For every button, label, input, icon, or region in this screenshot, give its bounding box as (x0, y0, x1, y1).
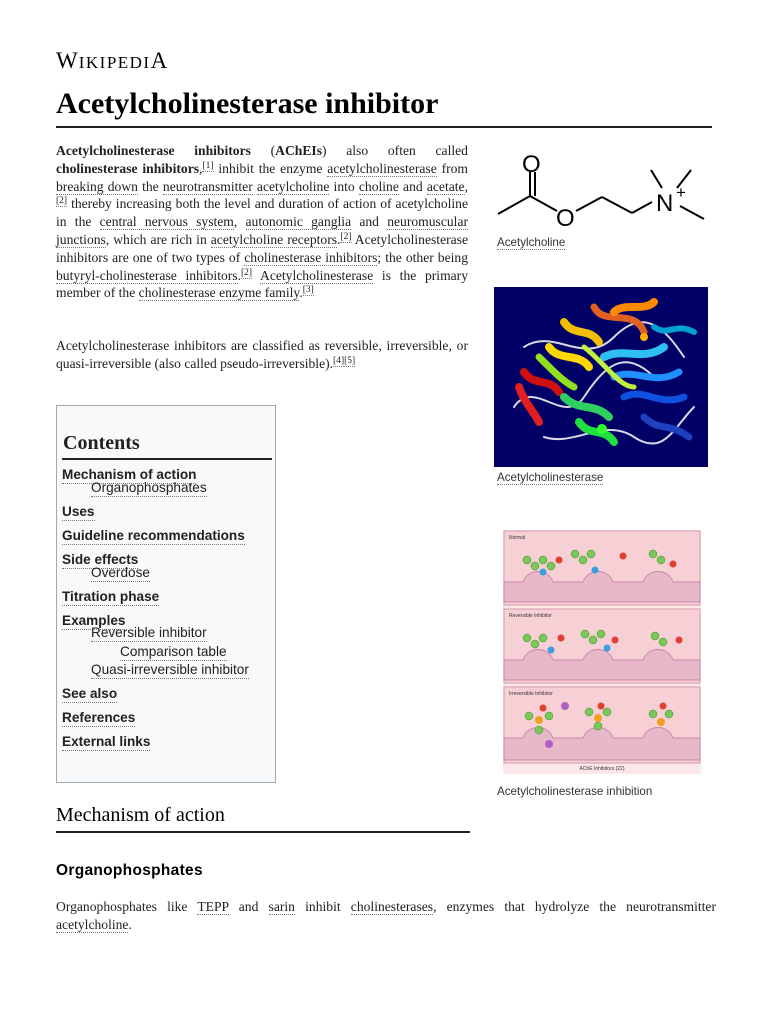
text-run: from (436, 160, 468, 176)
toc-item[interactable]: Mechanism of action (62, 467, 197, 482)
toc-item[interactable]: Examples (62, 612, 126, 628)
section-heading: Mechanism of action (56, 804, 225, 826)
text-run: and (398, 178, 427, 194)
inline-link[interactable]: butyryl-cholinesterase inhibitors (56, 267, 238, 283)
section-paragraph (56, 898, 716, 934)
toc-item[interactable]: External links (62, 734, 151, 749)
toc-item[interactable]: See also (62, 686, 118, 701)
inline-link[interactable]: acetate (426, 178, 465, 194)
inline-link[interactable]: cholinesterase inhibitors (244, 249, 378, 265)
inline-link[interactable]: choline (358, 178, 399, 194)
toc-item[interactable]: Overdose (91, 564, 150, 580)
protein-ribbon-illustration (494, 287, 708, 467)
logo-last: A (150, 48, 169, 73)
bold-term: AChEIs (275, 143, 322, 158)
toc-title: Contents (63, 432, 140, 454)
toc-item[interactable]: Side effects (62, 551, 139, 567)
panel-title-irreversible: Irreversible Inhibitor (509, 691, 553, 697)
panel-title-reversible: Reversible Inhibitor (509, 613, 552, 619)
subsection-heading: Organophosphates (56, 862, 203, 879)
text-run: , enzymes that hydrolyze the neurotransmitter (433, 899, 716, 914)
text-run: inhibit the enzyme (213, 160, 328, 176)
toc-item[interactable]: Titration phase (62, 588, 160, 604)
text-run: into (329, 178, 359, 194)
section-divider (56, 831, 470, 833)
text-run: Organophosphates like (56, 899, 198, 914)
inhibition-diagram-image[interactable] (503, 530, 701, 774)
inline-link[interactable]: neuromuscular junctions (56, 214, 468, 247)
panel-title-normal: Normal (509, 535, 526, 541)
text-run: , (233, 214, 246, 230)
inhibition-footer: AChE Inhibitors (22) (579, 766, 625, 772)
inline-link[interactable]: autonomic ganglia (245, 214, 352, 230)
citation-ref[interactable]: [2] (340, 231, 352, 242)
logo-first: W (56, 48, 79, 73)
logo-middle: IKIPEDI (78, 53, 151, 72)
text-run: , (199, 160, 203, 176)
inline-link[interactable]: Acetylcholinesterase (260, 267, 374, 283)
inhibition-caption: Acetylcholinesterase inhibition (497, 785, 653, 798)
text-run: and (228, 899, 269, 914)
text-run: ; the other being (377, 249, 468, 265)
charge-label: + (676, 183, 686, 202)
inline-link[interactable]: central nervous system (99, 214, 234, 230)
table-of-contents (56, 405, 276, 783)
inline-link[interactable]: neurotransmitter (162, 178, 253, 194)
inhibition-panels-illustration (503, 530, 701, 774)
text-run: . (337, 231, 341, 247)
acetylcholinesterase-structure-image[interactable] (494, 287, 708, 467)
bold-term: cholinesterase inhibitors (56, 160, 200, 176)
inline-link[interactable]: breaking down (56, 178, 138, 194)
toc-item[interactable]: Organophosphates (91, 479, 207, 495)
intro-paragraph-2 (56, 337, 468, 373)
toc-item[interactable]: Reversible inhibitor (91, 625, 207, 641)
acetylcholinesterase-caption[interactable]: Acetylcholinesterase (497, 471, 604, 484)
text-run: Acetylcholinesterase inhibitors are one of two types of (56, 231, 468, 265)
inline-link[interactable]: cholinesterase enzyme family (138, 285, 300, 301)
bold-term: Acetylcholinesterase inhibitors (56, 143, 251, 158)
acetylcholine-caption[interactable]: Acetylcholine (497, 236, 566, 249)
oxygen-carbonyl-label: O (522, 151, 541, 178)
text-run: Acetylcholinesterase inhibitors are classified as reversible, irreversible, or quasi-irreversible (also called pseudo-irreversible). (56, 338, 468, 371)
text-run: , which are rich in (105, 231, 211, 247)
toc-item[interactable]: Quasi-irreversible inhibitor (91, 662, 249, 677)
nitrogen-label: N (656, 190, 674, 217)
inline-link[interactable]: sarin (268, 899, 295, 914)
toc-divider (62, 458, 272, 460)
inline-link[interactable]: acetylcholine (256, 178, 330, 194)
oxygen-ester-label: O (556, 205, 575, 232)
text-run (252, 268, 260, 283)
toc-item[interactable]: Uses (62, 503, 95, 519)
text-run: thereby increasing both the level and duration of action of acetylcholine in the (56, 196, 468, 230)
citation-ref[interactable]: [3] (302, 285, 314, 296)
acetylcholine-diagram (494, 148, 710, 234)
toc-item[interactable]: References (62, 710, 136, 725)
toc-item[interactable]: Guideline recommendations (62, 527, 245, 543)
text-run: the (137, 178, 163, 194)
text-run: , (464, 178, 468, 194)
text-run: inhibit (294, 899, 351, 914)
text-run: . (237, 267, 241, 283)
page-title: Acetylcholinesterase inhibitor (56, 87, 439, 120)
inline-link[interactable]: acetylcholine receptors (210, 231, 338, 247)
acetylcholine-structure[interactable] (494, 148, 710, 234)
intro-paragraph-1 (56, 142, 468, 302)
text-run: . (299, 285, 303, 301)
citation-ref[interactable]: [2] (241, 267, 253, 278)
toc-item[interactable]: Comparison table (120, 643, 227, 659)
text-run: ( (250, 143, 276, 158)
citation-ref[interactable]: [1] (202, 160, 214, 171)
wikipedia-logo[interactable] (56, 48, 168, 74)
text-run: and (351, 214, 388, 230)
inline-link[interactable]: acetylcholinesterase (327, 160, 437, 176)
text-run: is the primary member of the (56, 267, 468, 301)
inline-link[interactable]: cholinesterases (350, 899, 434, 914)
text-run: . (128, 916, 132, 932)
inline-link[interactable]: TEPP (197, 899, 229, 914)
citation-ref[interactable]: [2] (56, 196, 68, 207)
text-run: ) also often called (322, 143, 468, 158)
citation-ref[interactable]: [4] (333, 355, 345, 366)
inline-link[interactable]: acetylcholine (56, 916, 129, 932)
title-divider (56, 126, 712, 128)
citation-ref[interactable]: [5] (344, 355, 356, 366)
